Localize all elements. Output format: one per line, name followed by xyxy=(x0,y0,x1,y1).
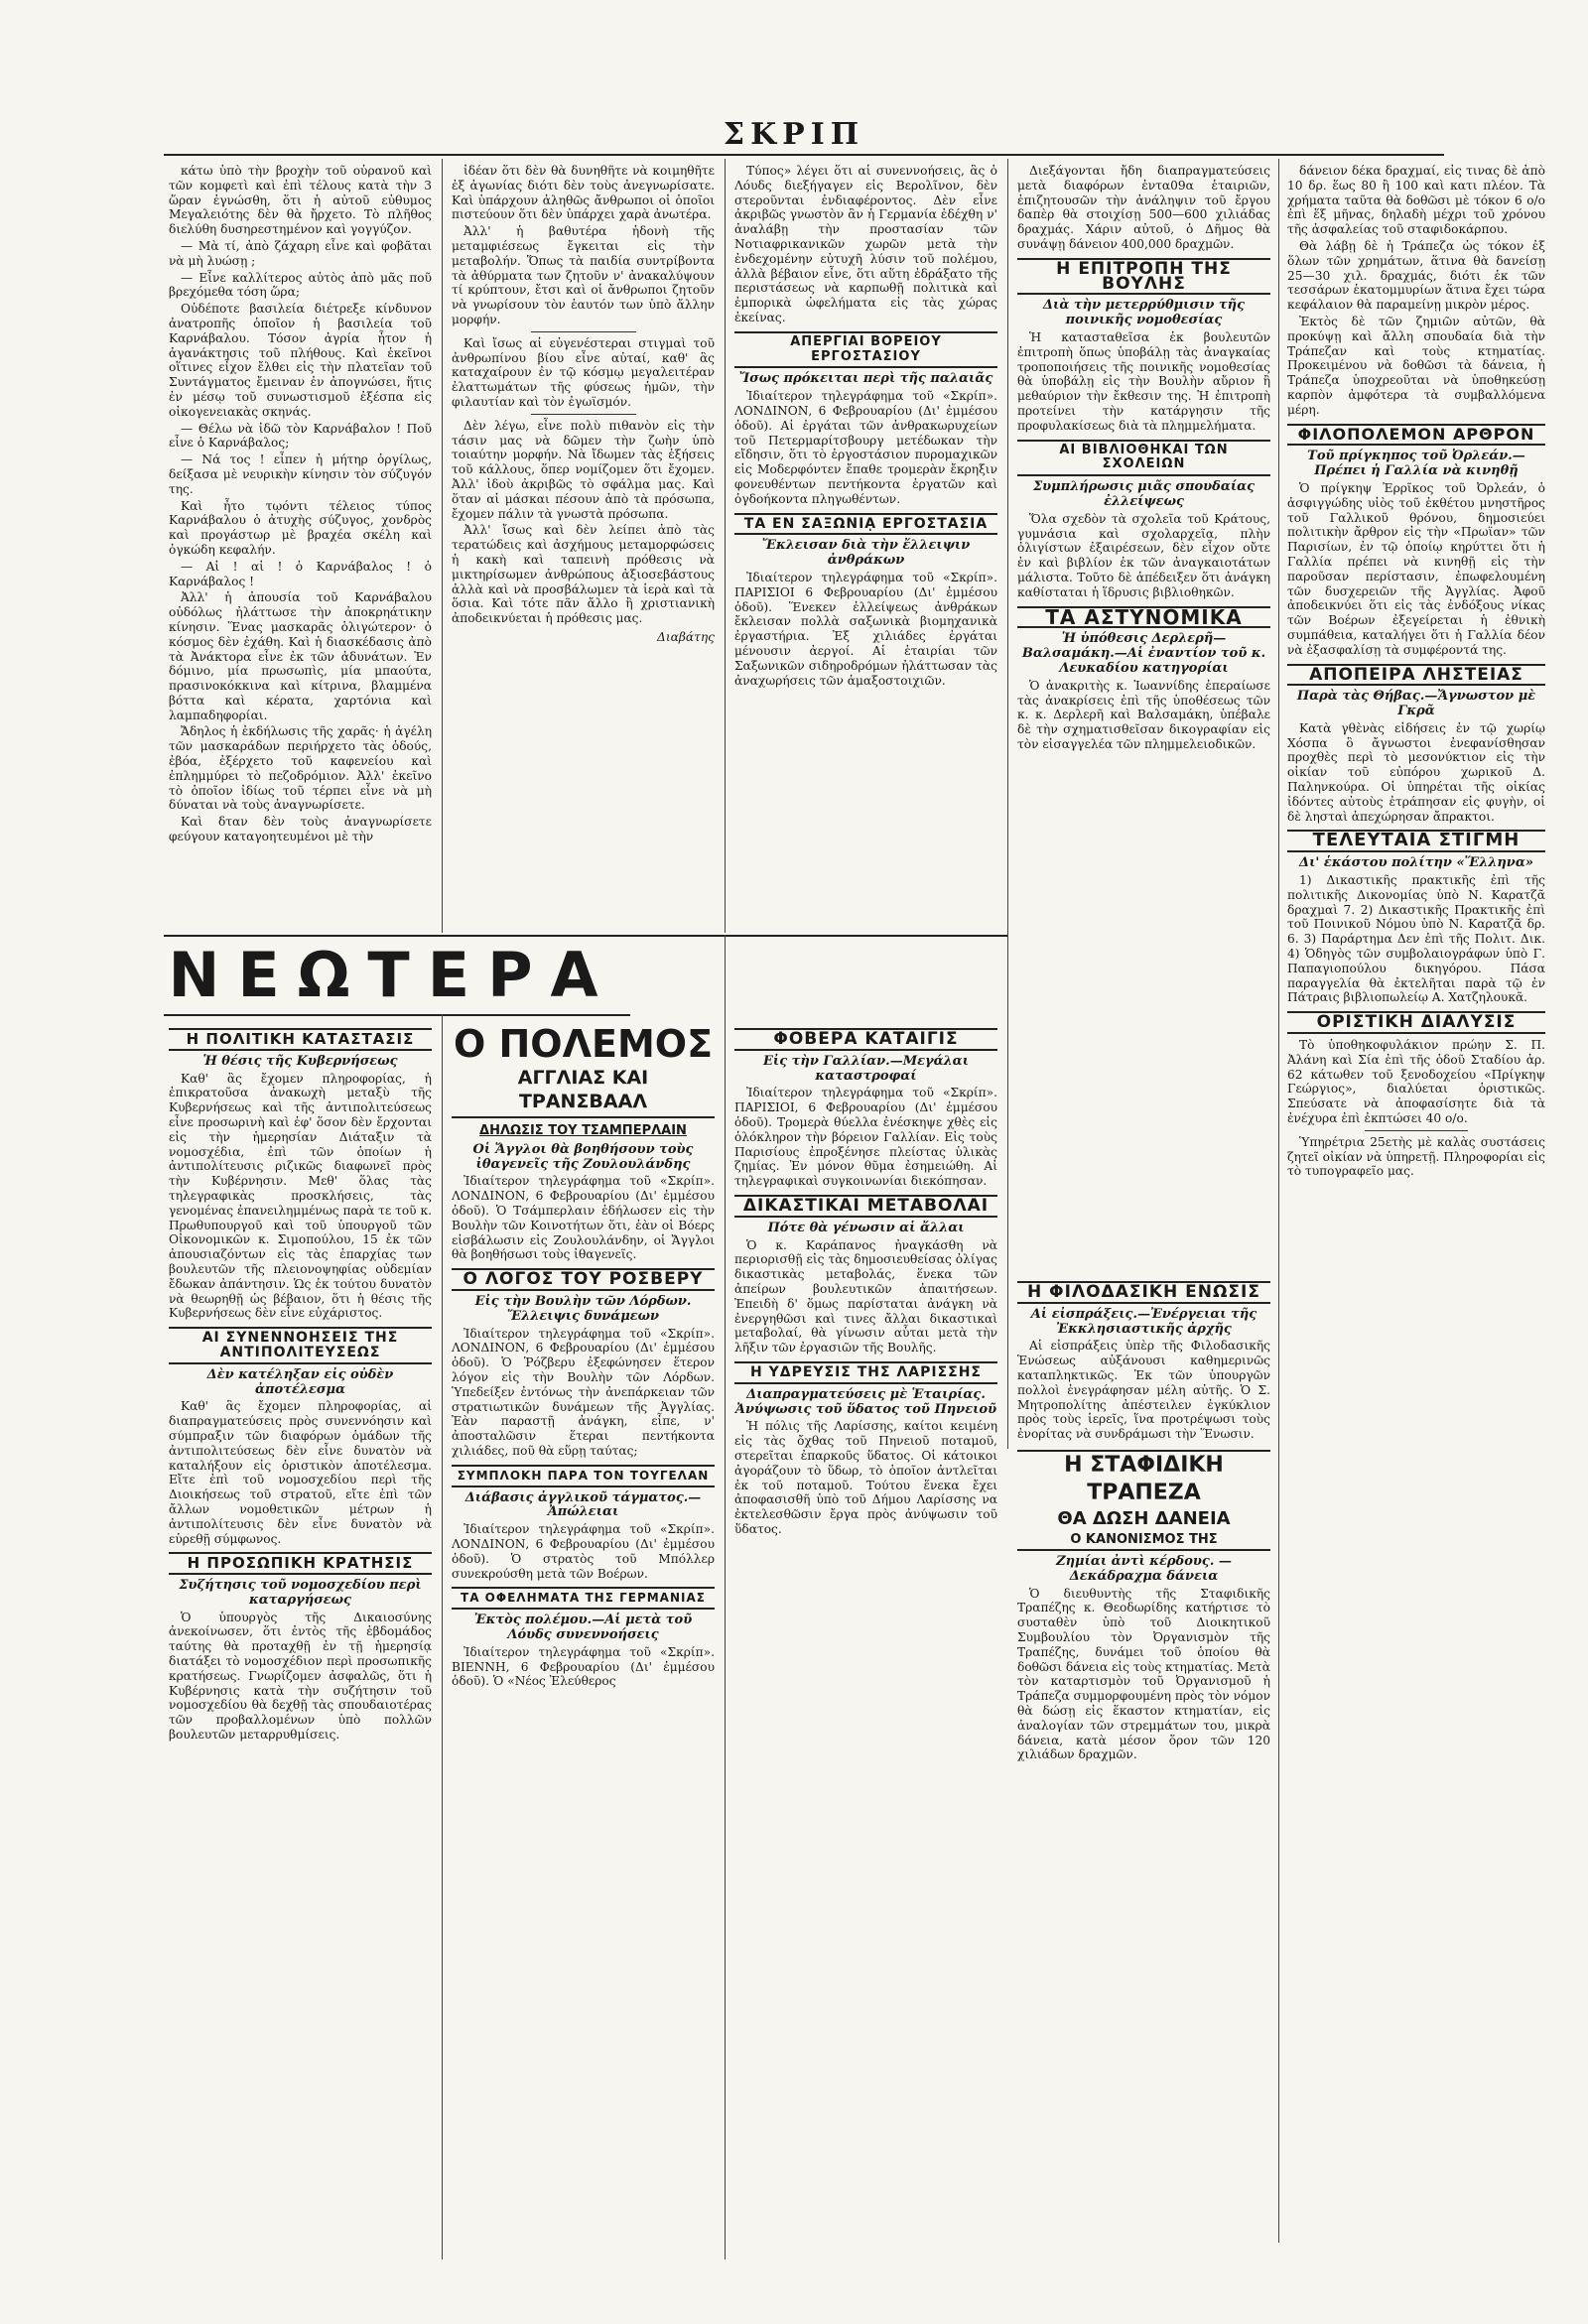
section-ornament xyxy=(531,331,636,332)
article-paragraph: 1) Δικαστικῆς πρακτικῆς ἐπὶ τῆς πολιτικῆς Δικονομίας ὑπὸ Ν. Καρατζᾶ δραχμαὶ 7. 2) Δικαστικῆς Πρακτικῆς ἐπὶ τοῦ Ποινικοῦ Νόμου ὑπὸ Ν. Καρατζᾶ δρ. 6. 3) Παράρτημα Δεν ἐπὶ τῆς Πολιτ. Δικ. 4) Ὁδηγὸς τῶν συμβολαιογράφων ὑπὸ Γ. Παπαγιοπούλου δικηγόρου. Πάσα παραγγελία θὰ ἐκτελῆται παρὰ τῷ ἐν Πάτραις βιβλιοπωλείῳ Α. Χατζηλουκᾶ. xyxy=(1287,873,1545,1005)
subheadline-saxonia: Ἔκλεισαν διὰ τὴν ἔλλειψιν ἀνθράκων xyxy=(761,538,971,569)
headline-rosvery: Ο ΛΟΓΟΣ ΤΟΥ ΡΟΣΒΕΡΥ xyxy=(452,1268,715,1291)
subheadline-politiki: Ἡ θέσις τῆς Κυβερνήσεως xyxy=(202,1053,398,1069)
article-paragraph: Ὁ ὑπουργὸς τῆς Δικαιοσύνης ἀνεκοίνωσεν, ὅτι ἐντὸς τῆς ἑβδομάδος ταύτης θὰ προταχθῇ ἐν τῇ ἡμερησίᾳ διατάξει τὸ νομοσχέδιον περὶ προσωπικῆς κρατήσεως. Γνωρίζομεν ἀσφαλῶς, ὅτι ἡ Κυβέρνησις κατὰ τὴν συζήτησιν τοῦ νομοσχεδίου θὰ δεχθῇ τὰς σπουδαιοτέρας τῶν προβαλλομένων ὑπὸ πολλῶν βουλευτῶν μεταρρυθμίσεις. xyxy=(169,1610,432,1743)
article-paragraph: ἰδέαν ὅτι δὲν θὰ δυνηθῆτε νὰ κοιμηθῆτε ἐξ ἀγωνίας διότι δὲν τοὺς ἀνεγνωρίσατε. Καὶ ὑπάρχουν ἀληθῶς ἄνθρωποι οἱ ὁποῖοι πιστεύουν ὅτι δὲν ὑπάρχει χαρὰ ἀνωτέρα. xyxy=(452,164,715,222)
article-paragraph: Ὁ ἀνακριτὴς κ. Ἰωαννίδης ἐπεραίωσε τὰς ἀνακρίσεις ἐπὶ τῆς ὑποθέσεως τῶν κ. κ. Δερλερῆ καὶ Βαλσαμάκη, ὑπέβαλε δὲ τὴν σχηματισθεῖσαν δικογραφίαν εἰς τὸν εἰσαγγελέα τῶν πλημμελειοδικῶν. xyxy=(1017,678,1270,751)
masthead-title: ΣΚΡΙΠ xyxy=(723,117,865,152)
masthead-rule xyxy=(164,154,1444,156)
article-paragraph: Ἰδιαίτερον τηλεγράφημα τοῦ «Σκρίπ». ΠΑΡΙΣΙΟΙ, 6 Φεβρουαρίου (Δι' ἐμμέσου ὁδοῦ). Τρομερὰ θύελλα ἐνέσκηψε χθὲς εἰς ὁλόκληρον τὴν βόρειον Γαλλίαν. Εἰς τοὺς Παρισίους ἐπροξένησε πλείστας ὑλικὰς ζημίας. Ἐν μόνον θῦμα ἐσημειώθη. Αἱ τηλεγραφικαὶ συγκοινωνίαι διεκόπησαν. xyxy=(734,1086,997,1189)
subheadline-kataigis: Εἰς τὴν Γαλλίαν.—Μεγάλαι καταστροφαί xyxy=(763,1053,969,1084)
headline-tsamperlain: ΔΗΛΩΣΙΣ ΤΟΥ ΤΣΑΜΠΕΡΛΑΙΝ xyxy=(479,1123,687,1138)
column-divider xyxy=(442,159,443,933)
article-paragraph: Καὶ ἴσως αἱ εὐγενέστεραι στιγμαὶ τοῦ ἀνθρωπίνου βίου εἶνε αὐταί, καθ' ἃς καταχαίρουν ἐν τῷ κόσμῳ μεγαλειτέραν ἐλαττωμάτων τῆς φύσεως ἡμῶν, τὴν φιλαυτίαν καὶ τὸν ἐγωϊσμόν. xyxy=(452,335,715,409)
article-paragraph: Ἰδιαίτερον τηλεγράφημα τοῦ «Σκρίπ». ΛΟΝΔΙΝΟΝ, 6 Φεβρουαρίου (Δι' ἐμμέσου ὁδοῦ). Αἱ ἐργάται τῶν ἀνθρακωρυχείων τοῦ Πετερμαρίτσβουργ μετέδωκαν τὴν εἴδησιν, ὅτι τὸ ἐργοστάσιον πυρομαχικῶν εἰς Μοδερφόντεν ἔπαθε τρομερὰν ἔκρηξιν φονευθέντων πεντήκοντα ἐργατῶν καὶ ὀγδοήκοντα πληγωθέντων. xyxy=(734,389,997,506)
headline-stafidiki: Η ΣΤΑΦΙΔΙΚΗ ΤΡΑΠΕΖΑ xyxy=(1017,1450,1270,1507)
subheadline-larissa: Διαπραγματεύσεις μὲ Ἑταιρίας. Ἀνύψωσις τοῦ ὕδατος τοῦ Πηνειοῦ xyxy=(734,1386,997,1417)
article-paragraph: Θὰ λάβῃ δὲ ἡ Τράπεζα ὡς τόκον ἐξ ὅλων τῶν χρημάτων, ἅτινα θὰ δανείσῃ 25—30 χιλ. δραχμάς, διότι ἐκ τῶν τεσσάρων ἑκατομμυρίων ἅτινα ἔχει τώρα κεφάλαιον θὰ παραμείνῃ μικρὸν μέρος. xyxy=(1287,238,1545,313)
subheadline-filopolemon: Τοῦ πρίγκηπος τοῦ Ὀρλεάν.— Πρέπει ἡ Γαλλία νὰ κινηθῇ xyxy=(1307,449,1525,479)
article-paragraph: κάτω ὑπὸ τὴν βροχὴν τοῦ οὐρανοῦ καὶ τῶν κομφετὶ καὶ ἐπὶ τέλους κατὰ τὴν 3 ὥραν ἐγνώσθη, ὅτι ἡ αὐτοῦ εὐθυμος Μεγαλειότης δὲν θὰ ἤρχετο. Τὸ πλῆθος διελύθη δυσηρεστημένον καὶ γογγύζον. xyxy=(169,164,432,237)
article-paragraph: Ἀλλ' ἴσως καὶ δὲν λείπει ἀπὸ τὰς τερατώδεις καὶ ἀσχήμους μεταμορφώσεις ἡ κακὴ καὶ ταπεινὴ πρόθεσις νὰ μικτηρίσωμεν ἀνθρώπους ἀξιοσεβάστους ἀλλὰ καὶ νὰ προσβάλωμεν τὰ ἱερὰ καὶ τὰ ὅσια. Καὶ τότε πᾶν ἄλλο ἢ χριστιανικὴ ἀποδεικνύεται ἡ πρόθεσις μας. xyxy=(452,523,715,626)
subheadline-teleftaia: Δι' ἑκάστου πολίτην «Ἕλληνα» xyxy=(1299,855,1533,871)
column-divider xyxy=(1278,159,1279,2243)
headline-astynomika: ΤΑ ΑΣΤΥΝΟΜΙΚΑ xyxy=(1017,606,1270,629)
column-divider xyxy=(725,935,726,2259)
upper-column-3 xyxy=(734,164,997,933)
article-paragraph: Καθ' ἃς ἔχομεν πληροφορίας, αἱ διαπραγματεύσεις πρὸς συνεννόησιν καὶ σύμπραξιν τῶν διαφόρων ὁμάδων τῆς ἀντιπολιτεύσεως δὲν εἶνε δυνατὸν νὰ καταλήξουν εἰς ὁριστικὸν ἀποτέλεσμα. Εἴτε ἐπὶ τοῦ νομοσχεδίου περὶ τῆς Διοικήσεως τοῦ στρατοῦ, εἴτε ἐπὶ τῶν ἄλλων νομοθετικῶν μέτρων ἡ ἀντιπολίτευσις δὲν εἶνε δυνατὸν νὰ εὑρεθῇ σύμφωνος. xyxy=(169,1399,432,1546)
lower-column-1 xyxy=(169,1022,432,2258)
article-paragraph: Ἀλλ' ἡ ἀπουσία τοῦ Καρνάβαλου οὐδόλως ἠλάττωσε τὴν ἀποκρηάτικην κίνησιν. Ἕνας μασκαρᾶς ὁλιγώτερον· ὁ κόσμος δὲν ἐχάθη. Καὶ ἡ διασκέδασις ἀπὸ τὰ Ἀνάκτορα εἶνε ἐκ τῶν ἀδυνάτων. Ἐν δόμινο, μία πρωσωπὶς, μία μπαούτα, πρασινοκόκκινα καὶ κίτρινα, βλαμμένα βόττα καὶ κέρατα, χαρτόνια καὶ λαμπαδηφορίαι. xyxy=(169,590,432,722)
subheadline-astynomika: Ἡ ὑπόθεσις Δερλερῆ—Βαλσαμάκη.—Αἱ ἐναντίον τοῦ κ. Λευκαδίου κατηγορίαι xyxy=(1021,631,1266,676)
subheadline-tougela: Διάβασις ἀγγλικοῦ τάγματος.— Ἀπώλειαι xyxy=(464,1489,702,1520)
article-paragraph: Καθ' ἃς ἔχομεν πληροφορίας, ἡ ἐπικρατοῦσα ἀνακωχὴ μεταξὺ τῆς Κυβερνήσεως καὶ τῆς ἀντιπολιτεύσεως εἶνε προσωρινὴ καὶ ἐφ' ὅσον δὲν ἔρχονται εἰς τὴν ἡμερησίαν Διάταξιν τὰ νομοσχέδια, ἐπὶ τῶν ὁποίων ἡ ἀντιπολίτευσις ριζικῶς διαφωνεῖ πρὸς τὴν Κυβέρνησιν. Μεθ' ὅλας τὰς τηλεγραφικὰς προσκλήσεις, τὰς γενομένας ἐπανειλημμένως παρὰ τε τοῦ κ. Πρωθυπουργοῦ καὶ τοῦ ὑπουργοῦ τῶν Οἰκονομικῶν κ. Σιμοπούλου, 15 ἐκ τῶν ἀπουσιαζόντων εἰς τὰς ἐπαρχίας των βουλευτῶν τῆς πλειονοψηφίας οὐδεμίαν ἔδωκαν ἀπάντησιν. Ὡς ἐκ τούτου δυνατὸν νὰ θεωρηθῇ ὡς βέβαιον, ὅτι ἡ θέσις τῆς Κυβερνήσεως δὲν εἶνε εὐχάριστος. xyxy=(169,1071,432,1321)
headline-stafidiki-sub: ΘΑ ΔΩΣΗ ΔΑΝΕΙΑ xyxy=(1057,1507,1231,1529)
headline-polemos: Ο ΠΟΛΕΜΟΣ xyxy=(453,1022,714,1066)
subheadline-apopeira: Παρὰ τὰς Θήβας.—Ἄγνωστον μὲ Γκρᾶ xyxy=(1296,689,1536,719)
article-paragraph: Ἀλλ' ἡ βαθυτέρα ἡδονὴ τῆς μεταμφιέσεως ἔγκειται εἰς τὴν μεταβολήν. Ὅπως τὰ παιδία συντρίβοντα τὰ ἀθύρματα των ζητοῦν ν' ἀνακαλύψουν τί κρύπτουν, ἔτσι καὶ οἱ ἄνθρωποι ζητοῦν νὰ γνωρίσουν τὸν ἑαυτόν των ὑπὸ ἄλλην μορφήν. xyxy=(452,224,715,326)
article-paragraph: Ὁ πρίγκηψ Ἐρρῖκος τοῦ Ὀρλεάν, ὁ ἀσφιγγώδης υἱὸς τοῦ ἐκθέτου μνηστῆρος τοῦ Γαλλικοῦ θρόνου, δημοσιεύει πολιτικὴν ἄρθρον εἰς τὴν «Πρωϊαν» τῶν Παρισίων, ἐν τῷ ὁποίῳ κηρύττει ὅτι ἡ Γαλλία πρέπει νὰ κινηθῇ εἰς τὴν παροῦσαν περίστασιν, ἐπωφελουμένη τῶν δυσχερειῶν τῆς Ἀγγλίας. Ἀφοῦ ἀποδεικνύει ὅτι εἰς τὰς ἐνδόξους νίκας τῶν Βοέρων ἐξεγείρεται ἡ ἐθνικὴ συμπάθεια, καταλήγει ὅτι ἡ Γαλλία δέον νὰ ἐξασφαλίσῃ τὰ συμφέροντά της. xyxy=(1287,480,1545,657)
headline-polemos-sub: ΑΓΓΛΙΑΣ ΚΑΙ ΤΡΑΝΣΒΑΑΛ xyxy=(452,1066,715,1118)
section-ornament xyxy=(1365,1130,1468,1131)
column-divider xyxy=(442,1014,443,2259)
section-ornament xyxy=(531,414,636,415)
section-rule xyxy=(164,935,1007,937)
headline-vivliothikai: ΑΙ ΒΙΒΛΙΟΘΗΚΑΙ ΤΩΝ ΣΧΟΛΕΙΩΝ xyxy=(1017,440,1270,477)
article-paragraph: Ὁ διευθυντὴς τῆς Σταφιδικῆς Τραπέζης κ. Θεοδωρίδης κατήρτισε τὸ συσταθὲν ὑπὸ τοῦ Διοικητικοῦ Συμβουλίου τὸν Ὀργανισμὸν τῆς Τραπέζης, δυνάμει τοῦ ὁποίου θὰ δοθῶσι δάνεια εἰς τοὺς κτηματίας. Μετὰ τὸν καταρτισμὸν τοῦ Ὀργανισμοῦ ἡ Τράπεζα συμμορφουμένη πρὸς τὸν νόμον θὰ δώσῃ εἰς ἕκαστον κτηματίαν, εἰς ἀναλογίαν τῶν στρεμμάτων του, μικρὰ δάνεια, κατὰ μέσον ὅρον τῶν 120 χιλιάδων δραχμῶν. xyxy=(1017,1586,1270,1762)
article-paragraph: Τύπος» λέγει ὅτι αἱ συνεννοήσεις, ἃς ὁ Λόυδς διεξήγαγεν εἰς Βερολῖνον, δὲν στεροῦνται ἐνδιαφέροντος. Δὲν εἶνε ἀκριβῶς γνωστὸν ἂν ἡ Γερμανία ἐδέχθη ν' ἀναλάβῃ τὴν προστασίαν τῶν Νοτιαφρικανικῶν χωρῶν μετὰ τὴν ἐνδεχομένην εὐτυχῆ λύσιν τοῦ πολέμου, ἀλλὰ βέβαιον εἶνε, ὅτι αὕτη ἐδράξατο τῆς περιστάσεως νὰ καρπωθῇ πολιτικὰ καὶ ἐμπορικὰ ὠφελήματα εἰς τὰς χώρας ἐκείνας. xyxy=(734,164,997,324)
article-paragraph: Ἰδιαίτερον τηλεγράφημα τοῦ «Σκρίπ». ΛΟΝΔΙΝΟΝ, 6 Φεβρουαρίου (Δι' ἐμμέσου ὁδοῦ). Ὁ Τσάμπερλαιν ἐδήλωσεν εἰς τὴν Βουλὴν τῶν Κοινοτήτων ὅτι, ἐὰν οἱ Βόερς εἰσβάλωσιν εἰς Ζουλουλάνδην, οἱ Ἄγγλοι θὰ βοηθήσωσι τοὺς ἰθαγενεῖς. xyxy=(452,1174,715,1262)
headline-oristiki: ΟΡΙΣΤΙΚΗ ΔΙΑΛΥΣΙΣ xyxy=(1287,1011,1545,1034)
subheadline-tsamperlain: Οἱ Ἄγγλοι θὰ βοηθήσουν τοὺς ἰθαγενεῖς τῆς Ζουλουλάνδης xyxy=(472,1141,694,1172)
article-paragraph: — Μὰ τί, ἀπὸ ζάχαρη εἶνε καὶ φοβᾶται νὰ μὴ λυώσῃ ; xyxy=(169,238,432,268)
right-column xyxy=(1287,164,1545,2258)
headline-kataigis: ΦΟΒΕΡΑ ΚΑΤΑΙΓΙΣ xyxy=(734,1028,997,1051)
headline-germania: ΤΑ ΟΦΕΛΗΜΑΤΑ ΤΗΣ ΓΕΡΜΑΝΙΑΣ xyxy=(452,1587,715,1610)
article-paragraph: Ἰδιαίτερον τηλεγράφημα τοῦ «Σκρίπ». ΛΟΝΔΙΝΟΝ, 6 Φεβρουαρίου (Δι' ἐμμέσου ὁδοῦ). Ὁ στρατὸς τοῦ Μπόλλερ συνεκρούσθη μετὰ τῶν Βοέρων. xyxy=(452,1522,715,1581)
article-paragraph: Τὸ ὑποθηκοφυλάκιον πρώην Σ. Π. Ἀλάνη καὶ Σία ἐπὶ τῆς ὁδοῦ Σταδίου ἀρ. 62 κάτωθεν τοῦ ξενοδοχείου «Πρίγκηψ Γεώργιος», διαλύεται ὁριστικῶς. Σπεύσατε νὰ ἀποφασίσητε διὰ τὰ ἐνέχυρα ἐπὶ ἐκπτώσει 40 ο/ο. xyxy=(1287,1038,1545,1126)
article-paragraph: Ὁ κ. Καράπανος ἠναγκάσθη νὰ περιορισθῇ εἰς τὰς δημοσιευθείσας ὀλίγας δικαστικὰς μεταβολάς, ἕνεκα τῶν ἀπείρων βουλευτικῶν ἀπαιτήσεων. Ἐπειδὴ δ' ὅμως παρίσταται ἀνάγκη νὰ ἐνεργηθῶσι καὶ τινες ἄλλαι δικαστικαὶ μεταβολαί, θὰ γίνωσιν αὗται μετὰ τὴν λῆξιν τῶν ἐργασιῶν τῆς Βουλῆς. xyxy=(734,1237,997,1356)
headline-saxonia: ΤΑ ΕΝ ΣΑΞΩΝΙᾼ ΕΡΓΟΣΤΑΣΙΑ xyxy=(734,513,997,536)
lower-column-2 xyxy=(452,1022,715,2258)
article-paragraph: Οὐδέποτε βασιλεία διέτρεξε κίνδυνον ἀνατροπῆς ὁποῖον ἡ βασιλεία τοῦ Καρνάβαλου. Τόσον ἀγρία ἦτον ἡ ἀγανάκτησις τοῦ πλήθους. Καὶ ἐκεῖνοι οἵτινες εἶχον ἔλθει εἰς τὴν πλατεῖαν τοῦ Συντάγματος ἔμειναν ἐν ἀπογνώσει, ἥτις ἐν μέσῳ τοῦ συνωστισμοῦ ἐξέσπα εἰς οἰκογενειακὰς σκηνάς. xyxy=(169,302,432,419)
headline-dikastikai: ΔΙΚΑΣΤΙΚΑΙ ΜΕΤΑΒΟΛΑΙ xyxy=(734,1195,997,1218)
headline-tougela: ΣΥΜΠΛΟΚΗ ΠΑΡΑ ΤΟΝ ΤΟΥΓΕΛΑΝ xyxy=(452,1465,715,1487)
article-paragraph: Καὶ δταν δὲν τοὺς ἀναγνωρίσετε φεύγουν καταγοητευμένοι μὲ τὴν xyxy=(169,815,432,844)
article-paragraph: δάνειον δέκα δραχμαί, εἰς τινας δὲ ἀπὸ 10 δρ. ἕως 80 ἢ 100 καὶ κατι πλέον. Τὰ χρήματα ταῦτα θὰ δοθῶσι μὲ τόκον 6 ο/ο ἐπὶ ἕξ μῆνας, δηλαδὴ μέχρι τοῦ χρόνου τῆς ἀσφαλείας τοῦ σταφιδοκάρπου. xyxy=(1287,164,1545,237)
article-paragraph: Ἐκτὸς δὲ τῶν ζημιῶν αὐτῶν, θὰ προκύψῃ καὶ ἄλλη σπουδαία διὰ τὴν Τράπεζαν καὶ τοὺς κτηματίας. Προκειμένου νὰ δοθῶσι τὰ δάνεια, ἡ Τράπεζα ὑποχρεοῦται νὰ ὑποθηκεύσῃ καρπὸν ἀμφότερα τὰ συμβαλλόμενα μέρη. xyxy=(1287,314,1545,417)
headline-apopeira: ΑΠΟΠΕΙΡΑ ΛΗΣΤΕΙΑΣ xyxy=(1287,664,1545,687)
headline-teleftaia: ΤΕΛΕΥΤΑΙΑ ΣΤΙΓΜΗ xyxy=(1287,830,1545,852)
column-divider xyxy=(1007,159,1008,1449)
article-paragraph: Ἄδηλος ἡ ἐκδήλωσις τῆς χαρᾶς· ἡ ἀγέλη τῶν μασκαράδων περιήρχετο τὰς ὁδούς, ἐβόα, ἐξέρχετο τοῦ καφενείου καὶ ἐπλημμύρει τὸ πεζοδρόμιον. Ἀλλ' ἐκεῖνο τὸ ὁποῖον ἰδίως τοῦ τέρπει εἶνε νὰ μὴ δύναται νὰ τοὺς ἀναγνωρίσετε. xyxy=(169,724,432,813)
subheadline-synennoiseis: Δὲν κατέληξαν εἰς οὐδὲν ἀποτέλεσμα xyxy=(206,1366,394,1397)
neotera-banner: ΝΕΩΤΕΡΑ xyxy=(168,939,616,1011)
subheadline-apergia: Ἴσως πρόκειται περὶ τῆς παλαιᾶς xyxy=(738,371,993,387)
headline-filopolemon: ΦΙΛΟΠΟΛΕΜΟΝ ΑΡΘΡΟΝ xyxy=(1287,424,1545,447)
headline-filodasiki: Η ΦΙΛΟΔΑΣΙΚΗ ΕΝΩΣΙΣ xyxy=(1017,1281,1270,1304)
article-paragraph: Ἰδιαίτερον τηλεγράφημα τοῦ «Σκρίπ». ΒΙΕΝΝΗ, 6 Φεβρουαρίου (Δι' ἐμμέσου ὁδοῦ). Ὁ «Νέος Ἐλεύθερος xyxy=(452,1644,715,1689)
lower-column-4 xyxy=(1017,1275,1270,2258)
subheadline-rosvery: Εἰς τὴν Βουλὴν τῶν Λόρδων. Ἔλλειψις δυνάμεων xyxy=(474,1293,692,1324)
section-rule xyxy=(164,1014,630,1016)
article-paragraph: — Εἶνε καλλίτερος αὐτὸς ἀπὸ μᾶς ποῦ βρεχόμεθα τόση ὥρα; xyxy=(169,270,432,300)
subheadline-stafidiki: Ζημίαι ἀντὶ κέρδους. — Δεκάδραχμα δάνεια xyxy=(1056,1553,1232,1584)
article-paragraph: Ἰδιαίτερον τηλεγράφημα τοῦ «Σκρίπ». ΠΑΡΙΣΙΟΙ 6 Φεβρουαρίου (Δι' ἐμμέσου ὁδοῦ). Ἕνεκεν ἐλλείψεως ἀνθράκων ἔκλεισαν πολλὰ σαξωνικὰ βιομηχανικὰ ἐργαστήρια. Ἐξ χιλιάδες ἐργάται μένουσιν ἀεργοί. Αἱ ἑταιρίαι τῶν Σαξωνικῶν σιδηροδρόμων ἠλάττωσαν τὰς ἀναχωρήσεις τῶν ἁμαξοστοιχιῶν. xyxy=(734,570,997,688)
subheadline-vivliothikai: Συμπλήρωσις μιᾶς σπουδαίας ἐλλείψεως xyxy=(1032,479,1256,509)
classified-ad: Ὑπηρέτρια 25ετὴς μὲ καλὰς συστάσεις ζητεῖ οἰκίαν νὰ ὑπηρετῇ. Πληροφορίαι εἰς τὸ τυπογραφεῖο μας. xyxy=(1287,1134,1545,1179)
headline-stafidiki-kanonismos: Ο ΚΑΝΟΝΙΣΜΟΣ ΤΗΣ xyxy=(1017,1531,1270,1551)
article-paragraph: Δὲν λέγω, εἶνε πολὺ πιθανὸν εἰς τὴν τάσιν μας νὰ δῶμεν τὴν ζωὴν ὑπὸ τοιαύτην μορφήν. Νὰ ἴδωμεν τὰς ἐξήσεις τοῦ κάλλους, ὅπερ νομίζομεν ὅτι ἔχομεν. Ἀλλ' ἰδοὺ ἀκριβῶς τὸ σφάλμα μας. Καὶ ὅταν αἱ μάσκαι πέσουν ἀπὸ τὰ πρόσωπα, ἔχομεν πάλιν τὰ γνωστὰ πρόσωπα. xyxy=(452,418,715,521)
headline-politiki: Η ΠΟΛΙΤΙΚΗ ΚΑΤΑΣΤΑΣΙΣ xyxy=(169,1028,432,1051)
lower-column-3 xyxy=(734,1022,997,2258)
subheadline-epitropi: Διὰ τὴν μετερρύθμισιν τῆς ποινικῆς νομοθεσίας xyxy=(1042,298,1246,328)
article-paragraph: — Αἱ ! αἱ ! ὁ Καρνάβαλος ! ὁ Καρνάβαλος ! xyxy=(169,559,432,588)
article-paragraph: Κατὰ γθὲνὰς εἰδήσεις ἐν τῷ χωρίῳ Χόσπα ὃ ἄγνωστοι ἐνεφανίσθησαν προχθὲς περὶ τὸ μεσονύκτιον εἰς τὴν οἰκίαν τοῦ εὐπόρου χωρικοῦ Δ. Παληνκούρα. Οἱ ὑπηρέται τῆς οἰκίας ἰδόντες αὐτοὺς ἐτράπησαν εἰς φυγὴν, οἱ δὲ λησταὶ ἀπεχώρησαν ἄπρακτοι. xyxy=(1287,720,1545,824)
subheadline-dikastikai: Πότε θὰ γένωσιν αἱ ἄλλαι xyxy=(767,1220,965,1235)
article-paragraph: Καὶ ἦτο τῳόντι τέλειος τύπος Καρνάβαλου ὁ ἀτυχὴς σύζυγος, χονδρὸς καὶ προγάστωρ μὲ βραχέα σκέλη καὶ ὀγκώδη κεφαλήν. xyxy=(169,498,432,557)
article-paragraph: Ἰδιαίτερον τηλεγράφημα τοῦ «Σκρίπ». ΛΟΝΔΙΝΟΝ, 6 Φεβρουαρίου (Δι' ἐμμέσου ὁδοῦ). Ὁ Ῥόζβερυ ἐξεφώνησεν ἕτερον λόγον εἰς τὴν Βουλὴν τῶν Λόρδων. Ὑπεδείξεν ἐντόνως τὴν ἀνεπάρκειαν τῶν στρατιωτικῶν δυνάμεων τῆς Ἀγγλίας. Ἐὰν παραστῇ ἀνάγκη, εἶπε, ν' ἀποσταλῶσιν ἕτεραι πεντήκοντα χιλιάδες, ποῦ θὰ εὕρῃ ταύτας; xyxy=(452,1326,715,1458)
upper-column-2 xyxy=(452,164,715,933)
headline-synennoiseis: ΑΙ ΣΥΝΕΝΝΟΗΣΕΙΣ ΤΗΣ ΑΝΤΙΠΟΛΙΤΕΥΣΕΩΣ xyxy=(169,1327,432,1364)
article-paragraph: Αἱ εἰσπράξεις ὑπὲρ τῆς Φιλοδασικῆς Ἑνώσεως αὐξάνουσι καθημερινῶς καταπληκτικῶς. Ἐκ τῶν ὑπουργῶν πολλοὶ ἐνεγράφησαν μέλη αὐτῆς. Ὁ Σ. Μητροπολίτης ἀπέστειλεν ἐγκύκλιον πρὸς τοὺς ἱερεῖς, ἵνα προτρέψωσι τοὺς ἐνορίτας νὰ συνδράμωσι τὴν Ἕνωσιν. xyxy=(1017,1339,1270,1442)
headline-larissa: Η ΥΔΡΕΥΣΙΣ ΤΗΣ ΛΑΡΙΣΣΗΣ xyxy=(734,1361,997,1384)
upper-column-4 xyxy=(1017,164,1270,1265)
upper-column-1 xyxy=(169,164,432,933)
column-divider xyxy=(725,159,726,933)
headline-prosopiki: Η ΠΡΟΣΩΠΙΚΗ ΚΡΑΤΗΣΙΣ xyxy=(169,1552,432,1575)
author-signature: Διαβάτης xyxy=(657,629,715,644)
article-paragraph: Ἡ πόλις τῆς Λαρίσσης, καίτοι κειμένη εἰς τὰς ὄχθας τοῦ Πηνειοῦ ποταμοῦ, στερεῖται ἐπαρκοῦς ὕδατος. Οἱ κάτοικοι ἀγοράζουν τὸ ὕδωρ, τὸ ὁποῖον ἀντλεῖται ἐκ τοῦ ποταμοῦ. Τούτου ἕνεκα ἔχει ἀποφασισθῆ ὑπὸ τοῦ Δήμου Λαρίσσης να ἐκτελεσθῶσιν ἔργα πρὸς ἀνύψωσιν τοῦ ὕδατος. xyxy=(734,1419,997,1536)
headline-epitropi: Η ΕΠΙΤΡΟΠΗ ΤΗΣ ΒΟΥΛΗΣ xyxy=(1017,258,1270,296)
subheadline-germania: Ἐκτὸς πολέμου.—Αἱ μετὰ τοῦ Λόυδς συνεννοήσεις xyxy=(473,1613,693,1642)
article-paragraph: — Θέλω νὰ ἰδῶ τὸν Καρνάβαλον ! Ποῦ εἶνε ὁ Καρνάβαλος; xyxy=(169,421,432,451)
article-paragraph: — Νά τος ! εἶπεν ἡ μήτηρ ὀργίλως, δείξασα μὲ νευρικὴν κίνησιν τὸν σύζυγόν της. xyxy=(169,452,432,496)
headline-apergia: ΑΠΕΡΓΙΑΙ ΒΟΡΕΙΟΥ ΕΡΓΟΣΤΑΣΙΟΥ xyxy=(734,331,997,369)
article-paragraph: Ἡ κατασταθεῖσα ἐκ βουλευτῶν ἐπιτροπὴ ὅπως ὑποβάλῃ τὰς ἀναγκαίας τροποποιήσεις τῆς ποινικῆς νομοθεσίας θὰ ὑποβάλῃ εἰς τὴν Βουλὴν αὔριον ἢ μεθαύριον τὴν ἔκθεσιν της. Ἡ ἐπιτροπὴ προτείνει τὴν κατάργησιν τῆς προφυλακίσεως διὰ τὰ πλημμελήματα. xyxy=(1017,329,1270,433)
subheadline-filodasiki: Αἱ εἰσπράξεις.—Ἐνέργειαι τῆς Ἐκκλησιαστικῆς ἀρχῆς xyxy=(1030,1306,1257,1337)
article-paragraph: Διεξάγονται ἤδη διαπραγματεύσεις μετὰ διαφόρων ἐντα09α ἑταιριῶν, ἐπιζητουσῶν τὴν ἀνάληψιν τοῦ ἔργου δαπὲρ θὰ στοιχίσῃ 500—600 χιλιάδας δραχμάς. Χάριν αὐτοῦ, ὁ Δῆμος θὰ συνάψῃ δάνειον 400,000 δραχμῶν. xyxy=(1017,164,1270,251)
article-paragraph: Ὅλα σχεδὸν τὰ σχολεῖα τοῦ Κράτους, γυμνάσια καὶ σχολαρχεῖα, πλὴν ὀλιγίστων ἐξαιρέσεων, δὲν εἶχον οὔτε ἐν καὶ βιβλίον ἐκ τῶν ἀναγκαιοτάτων μάλιστα. Τοῦτο δὲ ἀπέδειξεν ὅτι ἀνάγκη καθίσταται ἡ ἵδρυσις βιβλιοθηκῶν. xyxy=(1017,511,1270,599)
subheadline-prosopiki: Συζήτησις τοῦ νομοσχεδίου περὶ καταργήσεως xyxy=(179,1578,422,1608)
